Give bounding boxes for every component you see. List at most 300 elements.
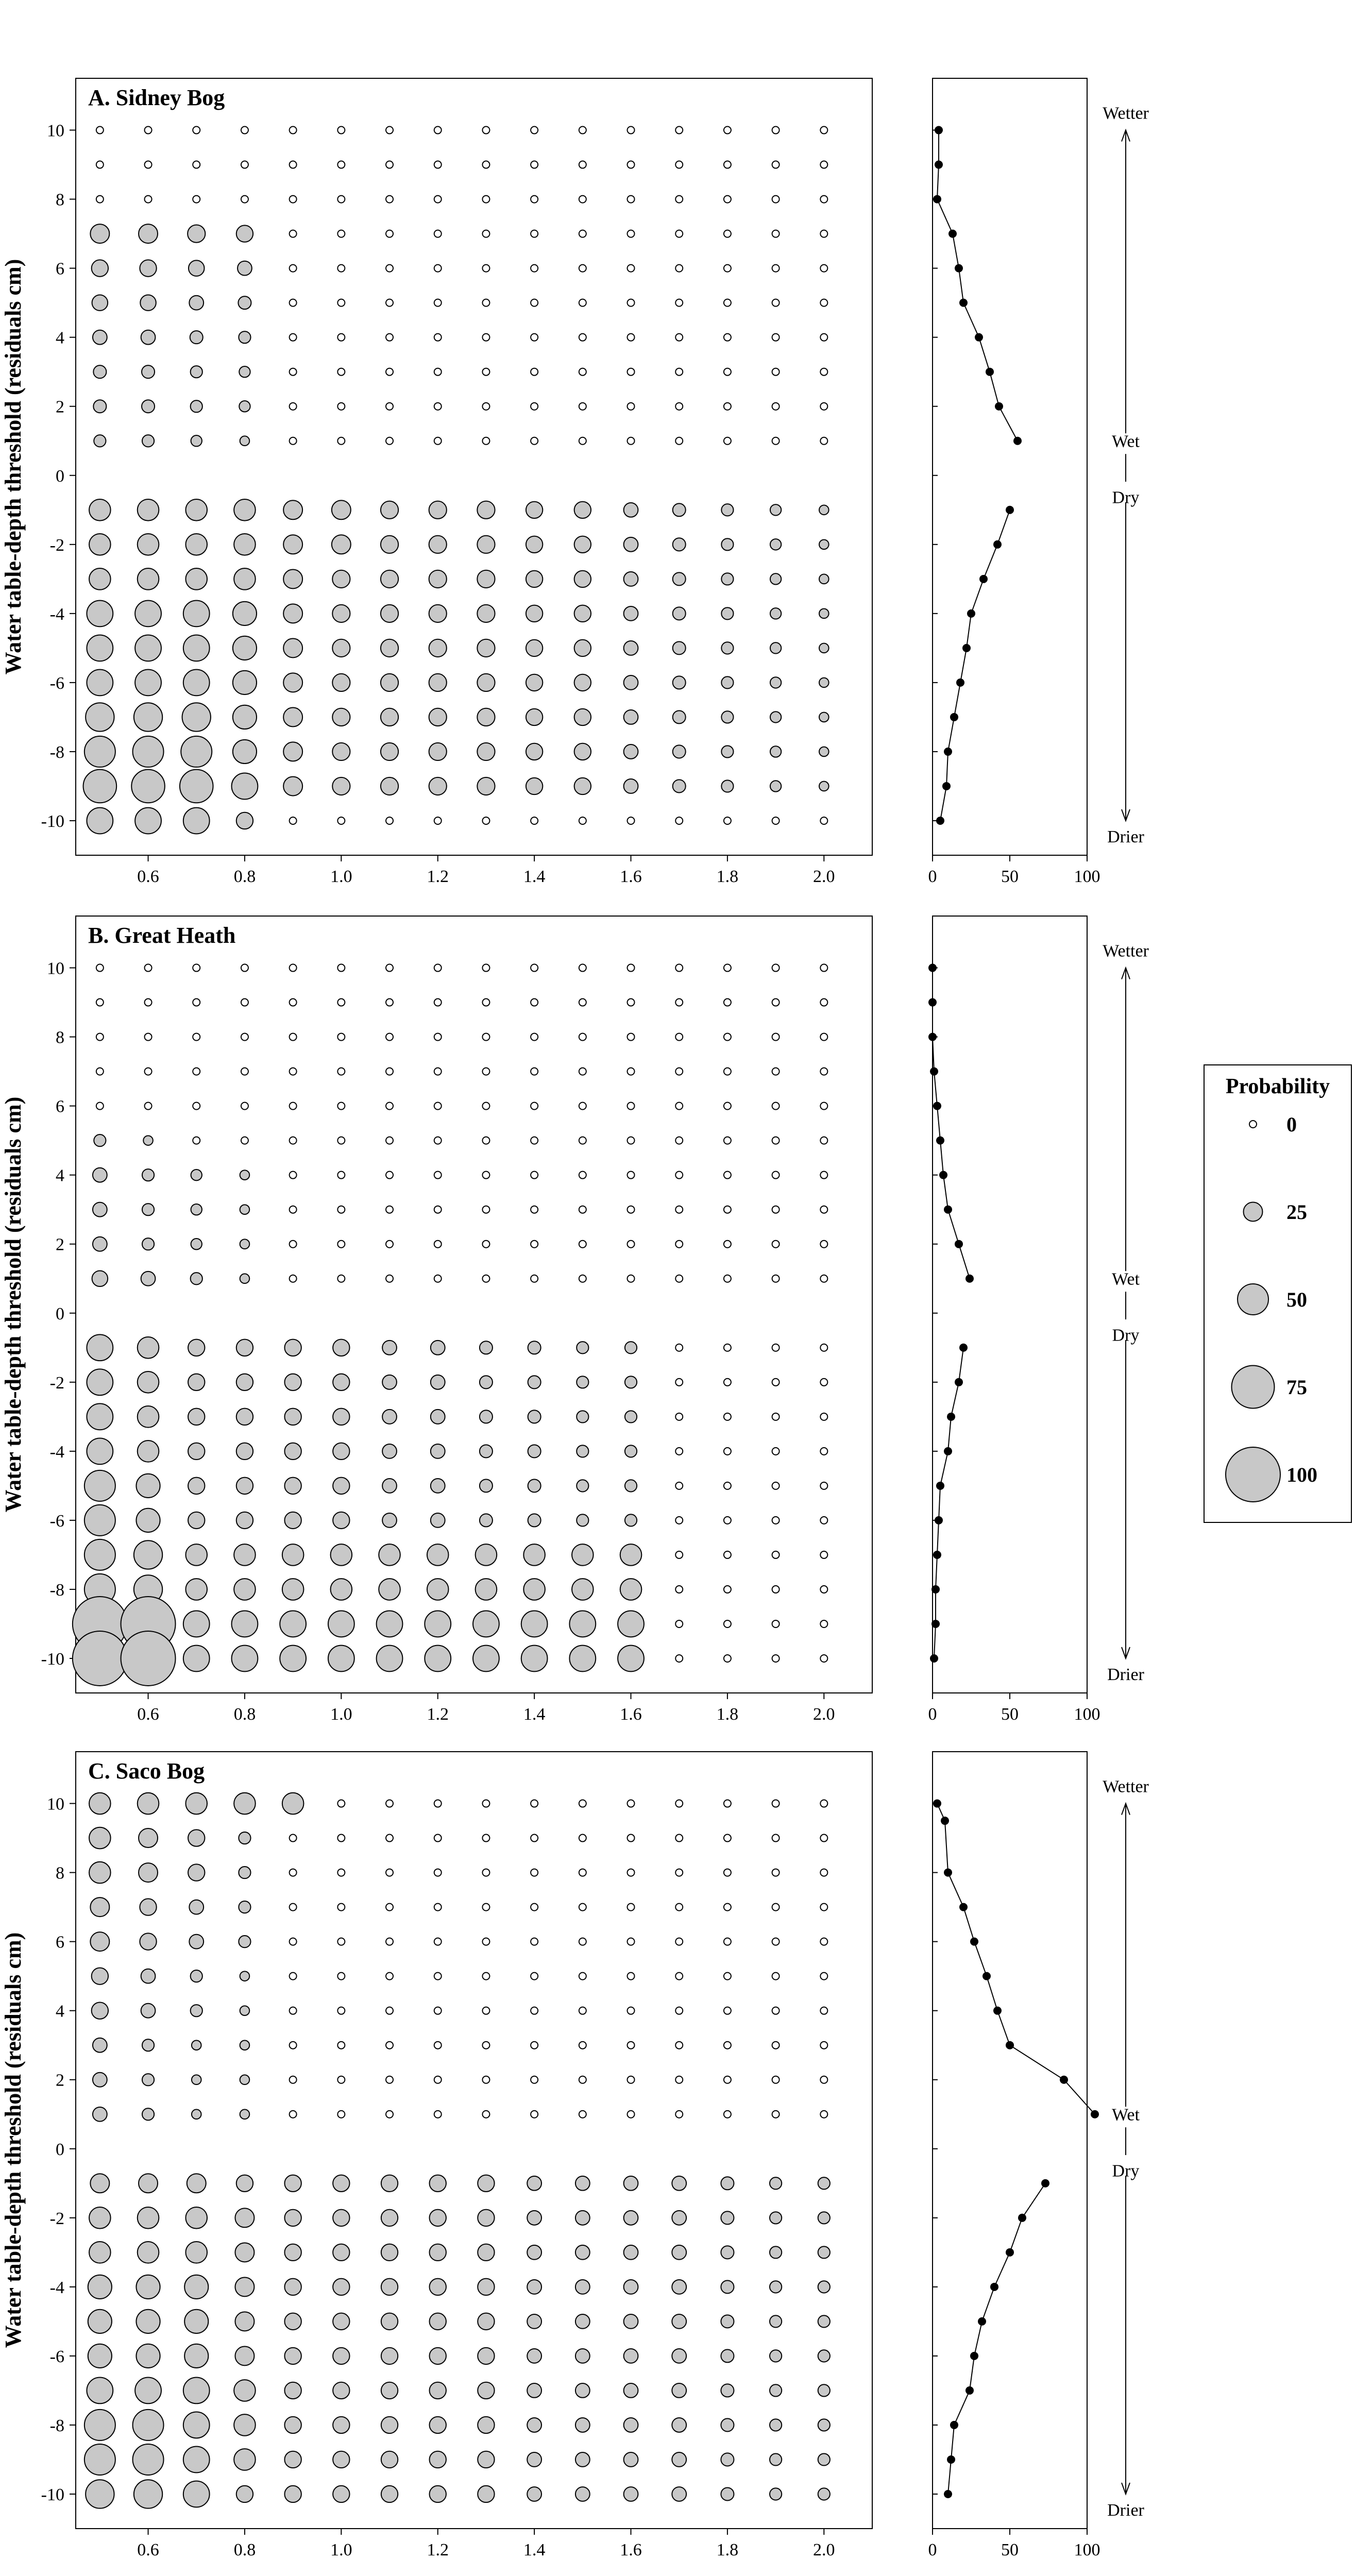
bubble xyxy=(724,334,731,341)
bubble xyxy=(434,265,442,272)
bubble xyxy=(89,2242,111,2263)
bubble xyxy=(140,260,156,276)
bubble xyxy=(820,334,827,341)
bubble xyxy=(333,2313,349,2330)
bubble xyxy=(628,1904,635,1911)
bubble xyxy=(434,1904,442,1911)
bubble xyxy=(337,1068,345,1075)
bubble xyxy=(141,1272,156,1286)
bubble xyxy=(527,2314,541,2329)
bubble xyxy=(531,1172,538,1179)
bubble xyxy=(575,2487,590,2501)
bubble xyxy=(241,1033,248,1041)
bubble xyxy=(381,743,398,760)
bubble xyxy=(624,641,638,655)
bubble xyxy=(284,2210,301,2226)
bubble xyxy=(96,161,104,168)
bubble xyxy=(233,602,257,625)
bubble xyxy=(526,571,543,587)
bubble xyxy=(770,677,781,688)
bubble xyxy=(183,635,210,661)
bubble xyxy=(241,127,248,134)
bubble xyxy=(386,1241,393,1248)
bubble xyxy=(191,2005,202,2016)
bubble xyxy=(819,574,829,584)
number-point xyxy=(1060,2076,1068,2084)
number-point xyxy=(993,540,1002,549)
bubble xyxy=(430,2210,446,2226)
x-tick-label: 1.6 xyxy=(620,867,642,886)
bubble xyxy=(574,709,591,725)
bubble xyxy=(527,2383,541,2398)
number-point xyxy=(928,998,937,1007)
bubble xyxy=(240,2006,250,2015)
bubble xyxy=(574,674,591,691)
bubble xyxy=(675,368,683,376)
bubble xyxy=(283,638,302,657)
x-tick-label: 1.2 xyxy=(427,867,449,886)
bubble xyxy=(386,1172,393,1179)
bubble xyxy=(673,745,686,758)
bubble xyxy=(337,265,345,272)
bubble xyxy=(721,711,733,723)
bubble xyxy=(93,2038,107,2053)
bubble xyxy=(434,999,442,1006)
bubble xyxy=(482,2076,489,2083)
bubble xyxy=(579,2007,586,2014)
bubble xyxy=(818,2315,830,2327)
bubble xyxy=(386,1904,393,1911)
bubble xyxy=(337,2076,345,2083)
bubble xyxy=(183,2481,210,2507)
bubble xyxy=(675,2076,683,2083)
bubble xyxy=(482,1103,489,1110)
number-point xyxy=(950,713,958,721)
bubble xyxy=(190,331,203,344)
y-tick-label: -8 xyxy=(49,2416,64,2435)
x-tick-label: 1.2 xyxy=(427,1705,449,1724)
bubble xyxy=(628,999,635,1006)
bubble xyxy=(434,1275,442,1282)
bubble xyxy=(283,604,302,623)
bubble xyxy=(721,2280,734,2293)
bubble xyxy=(290,1033,297,1041)
bubble xyxy=(480,1376,493,1388)
bubble xyxy=(675,230,683,238)
bubble xyxy=(73,1631,127,1686)
bubble xyxy=(429,743,447,760)
bubble xyxy=(526,536,543,553)
bubble xyxy=(620,1579,642,1600)
bubble xyxy=(628,334,635,341)
bubble xyxy=(337,1973,345,1980)
bubble xyxy=(337,127,345,134)
bubble xyxy=(527,2452,541,2467)
bubble xyxy=(721,2453,734,2466)
bubbles xyxy=(83,127,829,834)
bubble xyxy=(628,265,635,272)
bubble xyxy=(239,366,250,377)
number-point xyxy=(939,1171,947,1179)
bubble xyxy=(88,2275,112,2299)
bubble xyxy=(477,570,495,588)
number-point xyxy=(936,817,944,825)
bubble xyxy=(381,639,398,657)
bubble xyxy=(138,1337,159,1359)
bubble xyxy=(482,437,489,445)
number-point xyxy=(928,1033,937,1041)
bubble xyxy=(675,1551,683,1558)
bubble xyxy=(820,437,827,445)
number-point xyxy=(931,1620,940,1628)
y-tick-label: 4 xyxy=(56,328,64,348)
bubble xyxy=(337,196,345,203)
bubble xyxy=(675,196,683,203)
bubble xyxy=(381,674,398,691)
bubble xyxy=(772,817,780,824)
bubble xyxy=(819,540,829,550)
bubble xyxy=(337,1241,345,1248)
panel-b xyxy=(1,916,1149,1724)
number-point xyxy=(1018,2214,1026,2222)
bubble xyxy=(675,1413,683,1420)
bubble xyxy=(579,1172,586,1179)
bubble xyxy=(531,1206,538,1213)
bubble xyxy=(188,1374,205,1391)
bubble xyxy=(628,2076,635,2083)
bubble xyxy=(192,2040,201,2050)
bubble xyxy=(434,1869,442,1876)
bubble xyxy=(628,368,635,376)
bubble xyxy=(188,1409,205,1425)
bubble xyxy=(482,1904,489,1911)
number-point xyxy=(1006,2248,1014,2257)
bubble xyxy=(675,299,683,307)
number-point xyxy=(931,1585,940,1594)
bubble xyxy=(87,1369,113,1395)
bubble xyxy=(139,1828,158,1848)
bubble xyxy=(628,2111,635,2118)
bubble xyxy=(332,570,350,588)
bubble xyxy=(628,161,635,168)
bubble xyxy=(482,964,489,972)
bubble xyxy=(721,2349,734,2362)
bubble xyxy=(772,196,780,203)
y-tick-label: 10 xyxy=(47,959,64,978)
bubble xyxy=(721,2418,734,2431)
number-point xyxy=(1006,506,1014,514)
bubble xyxy=(477,639,495,657)
x-tick-label: 1.8 xyxy=(716,1705,739,1724)
bubble xyxy=(434,334,442,341)
bubble xyxy=(192,2075,201,2084)
bubble xyxy=(386,817,393,824)
bubble xyxy=(240,2075,250,2084)
bubble xyxy=(531,1068,538,1075)
bubble xyxy=(337,1206,345,1213)
bubble xyxy=(434,2076,442,2083)
number-point xyxy=(944,1447,952,1455)
bubble xyxy=(240,1274,250,1283)
bubble xyxy=(772,1379,780,1386)
bubble xyxy=(191,1170,202,1180)
bubble xyxy=(770,2212,782,2224)
bubble xyxy=(89,2207,111,2229)
bubble xyxy=(482,1206,489,1213)
bubble xyxy=(820,265,827,272)
number-line xyxy=(933,968,970,1279)
bubble xyxy=(143,1136,153,1145)
number-x-tick-label: 50 xyxy=(1001,1705,1019,1724)
number-point xyxy=(930,1067,938,1076)
bubble xyxy=(531,403,538,410)
bubble xyxy=(142,1204,154,1215)
bubble xyxy=(136,2344,160,2368)
bubble xyxy=(772,403,780,410)
bubble xyxy=(531,265,538,272)
bubble xyxy=(772,1068,780,1075)
bubble xyxy=(675,817,683,824)
bubble xyxy=(579,368,586,376)
bubble xyxy=(290,964,297,972)
bubble xyxy=(188,1512,205,1529)
bubble xyxy=(770,642,781,653)
bubble xyxy=(770,746,781,757)
bubble xyxy=(820,1551,827,1558)
bubble xyxy=(427,1579,449,1600)
bubble xyxy=(284,1340,301,1356)
bubble xyxy=(531,196,538,203)
bubble xyxy=(478,2417,494,2433)
bubble xyxy=(193,964,200,972)
bubble xyxy=(239,1832,250,1844)
y-tick-label: -4 xyxy=(49,604,64,624)
number-point xyxy=(979,575,988,583)
bubble xyxy=(579,127,586,134)
bubble xyxy=(337,1137,345,1144)
bubble xyxy=(579,1800,586,1807)
number-point xyxy=(995,402,1003,411)
bubble xyxy=(820,299,827,307)
bubble xyxy=(531,817,538,824)
bubble xyxy=(724,964,731,972)
bubble xyxy=(572,1579,594,1600)
bubble xyxy=(431,1341,445,1355)
bubble xyxy=(820,2007,827,2014)
bubble xyxy=(772,1241,780,1248)
bubble xyxy=(480,1479,493,1492)
bubble xyxy=(183,808,210,834)
bubble xyxy=(290,1973,297,1980)
bubble xyxy=(193,1068,200,1075)
bubble xyxy=(83,770,117,803)
bubble xyxy=(235,2243,254,2262)
bubble xyxy=(628,2042,635,2049)
bubble xyxy=(184,2344,208,2368)
bubble xyxy=(431,1479,445,1493)
bubble xyxy=(337,2111,345,2118)
x-tick-label: 0.8 xyxy=(233,2540,256,2560)
bubble xyxy=(772,368,780,376)
bubble xyxy=(625,1445,637,1457)
bubble xyxy=(142,1238,154,1250)
panel-a xyxy=(1,78,1149,886)
bubble xyxy=(569,1611,596,1637)
bubble xyxy=(382,1513,397,1528)
bubble xyxy=(624,2176,638,2191)
number-point xyxy=(936,1137,944,1145)
bubble xyxy=(574,502,591,518)
bubble xyxy=(478,2175,494,2192)
bubble xyxy=(526,640,543,656)
bubble xyxy=(628,817,635,824)
bubble xyxy=(770,608,781,619)
bubble xyxy=(283,673,302,692)
bubble xyxy=(381,2244,398,2261)
bubble xyxy=(476,1544,497,1566)
bubble xyxy=(724,1655,731,1662)
bubble xyxy=(333,1478,349,1494)
bubble xyxy=(192,2109,201,2119)
number-series xyxy=(933,126,1022,825)
bubble xyxy=(290,1068,297,1075)
bubble xyxy=(133,2410,164,2441)
bubble xyxy=(185,1544,207,1566)
bubble xyxy=(818,2281,830,2293)
bubble xyxy=(290,196,297,203)
bubble xyxy=(473,1611,499,1637)
bubble xyxy=(772,2076,780,2083)
x-tick-label: 0.6 xyxy=(137,867,159,886)
bubble xyxy=(772,1103,780,1110)
bubble xyxy=(191,435,202,446)
bubble xyxy=(88,2310,112,2333)
bubble xyxy=(337,1938,345,1945)
bubble xyxy=(724,1938,731,1945)
bubble xyxy=(332,708,350,726)
bubble xyxy=(382,1375,397,1389)
bubble xyxy=(526,778,543,794)
number-point xyxy=(933,1551,941,1559)
bubble xyxy=(579,299,586,307)
bubble xyxy=(238,261,252,276)
y-tick-label: 10 xyxy=(47,1794,64,1814)
bubble xyxy=(90,1932,109,1951)
bubble xyxy=(624,606,638,621)
bubble xyxy=(628,1938,635,1945)
bubble xyxy=(482,1973,489,1980)
bubble xyxy=(87,669,113,696)
bubble xyxy=(142,2039,154,2051)
bubble xyxy=(482,196,489,203)
x-tick-label: 0.6 xyxy=(137,2540,159,2560)
bubble xyxy=(332,743,350,760)
bubble xyxy=(96,1033,104,1041)
bubble xyxy=(527,2211,541,2225)
bubble xyxy=(139,2174,158,2193)
bubble xyxy=(386,334,393,341)
bubble xyxy=(290,2042,297,2049)
bubble xyxy=(238,296,251,309)
bubble xyxy=(673,779,686,792)
bubble xyxy=(139,224,158,243)
bubble xyxy=(675,1379,683,1386)
number-point xyxy=(955,264,963,273)
bubble xyxy=(284,1512,301,1529)
bubble xyxy=(429,777,447,795)
bubble xyxy=(333,1374,349,1391)
bubble xyxy=(134,703,162,731)
bubble xyxy=(772,1413,780,1420)
bubble xyxy=(628,1973,635,1980)
bubble xyxy=(290,368,297,376)
bubble xyxy=(92,1270,108,1286)
number-point xyxy=(1013,437,1022,445)
bubble xyxy=(337,299,345,307)
number-x-tick-label: 100 xyxy=(1074,1705,1100,1724)
bubble xyxy=(675,265,683,272)
bubble xyxy=(434,1973,442,1980)
bubble xyxy=(579,999,586,1006)
number-point xyxy=(1091,2110,1099,2119)
bubble xyxy=(675,1275,683,1282)
x-tick-label: 0.8 xyxy=(233,1705,256,1724)
bubble xyxy=(86,703,114,731)
y-tick-label: 2 xyxy=(56,2071,64,2090)
bubble xyxy=(381,708,398,726)
bubble xyxy=(579,2076,586,2083)
bubble xyxy=(382,1341,397,1355)
bubble xyxy=(136,1509,160,1532)
bubble xyxy=(430,2175,446,2192)
bubble xyxy=(531,1904,538,1911)
bubble xyxy=(234,1793,256,1815)
bubble xyxy=(235,2312,254,2331)
number-point xyxy=(933,1800,941,1808)
bubble xyxy=(772,1938,780,1945)
bubble xyxy=(820,1655,827,1662)
bubble xyxy=(337,1172,345,1179)
bubble xyxy=(236,225,253,242)
bubble xyxy=(675,1033,683,1041)
bubble xyxy=(386,2007,393,2014)
bubble xyxy=(721,676,733,688)
bubble xyxy=(333,2417,349,2433)
bubble xyxy=(527,2349,541,2363)
bubble xyxy=(482,127,489,134)
y-tick-label: -10 xyxy=(41,1649,64,1669)
y-tick-label: -4 xyxy=(49,2278,64,2297)
x-tick-label: 1.0 xyxy=(330,1705,352,1724)
bubble xyxy=(185,534,207,555)
bubble xyxy=(820,1172,827,1179)
bubble xyxy=(145,1033,152,1041)
bubble xyxy=(283,500,302,519)
bubble xyxy=(386,368,393,376)
bubble xyxy=(193,999,200,1006)
number-point xyxy=(944,1206,952,1214)
bubble xyxy=(772,334,780,341)
bubble xyxy=(84,736,115,767)
y-tick-label: -2 xyxy=(49,2209,64,2228)
number-point xyxy=(930,1654,938,1663)
bubble xyxy=(145,964,152,972)
bubble xyxy=(382,1444,397,1459)
bubble xyxy=(482,999,489,1006)
bubble xyxy=(772,1551,780,1558)
bubble xyxy=(770,539,781,550)
x-tick-label: 1.4 xyxy=(523,1705,546,1724)
